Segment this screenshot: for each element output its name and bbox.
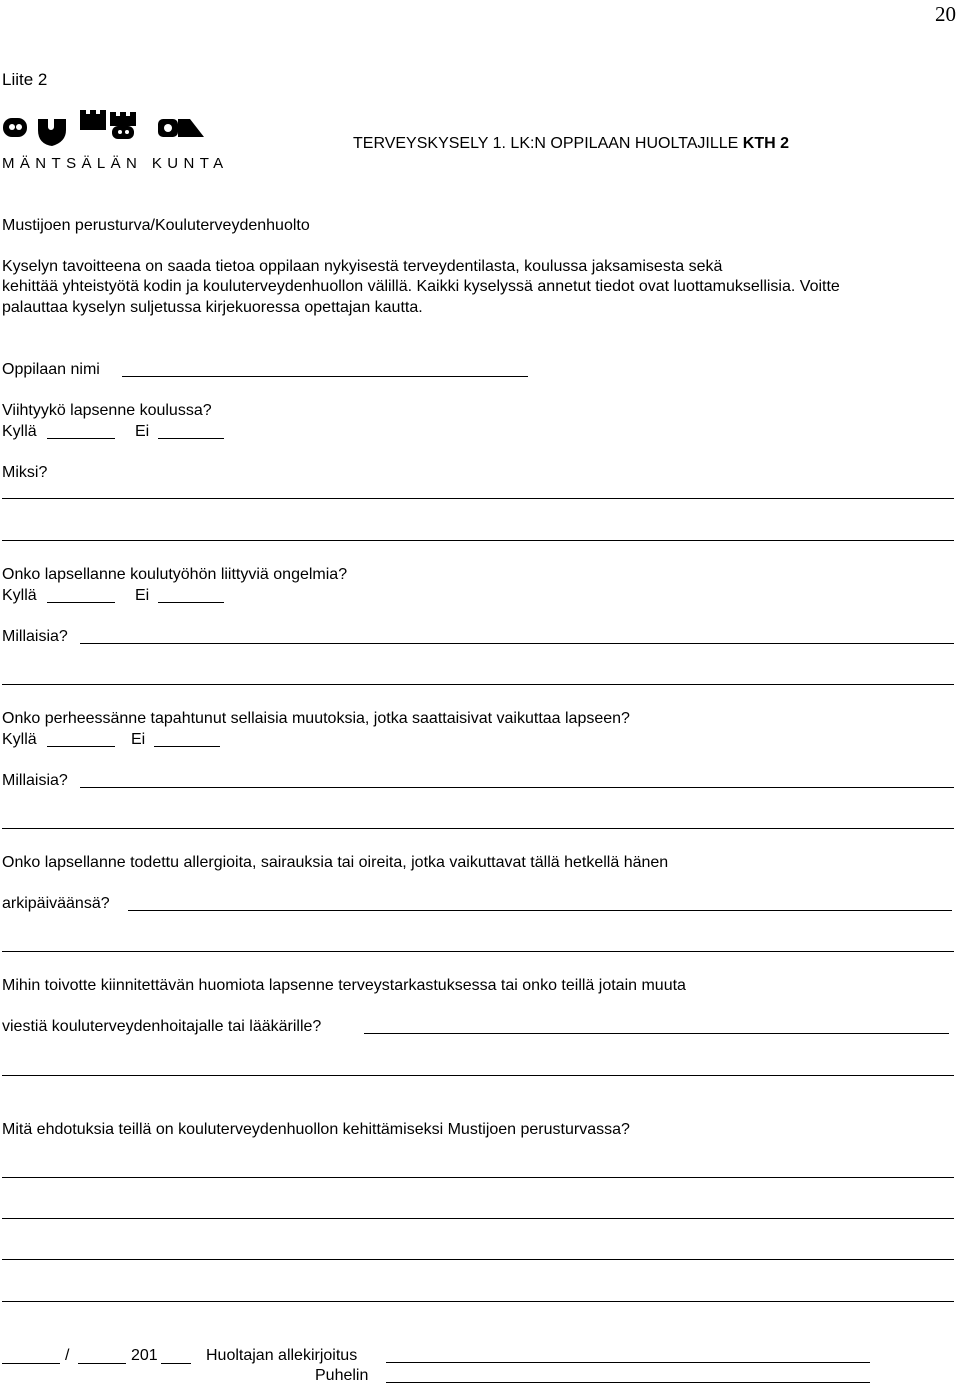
signature-field[interactable] [386, 1362, 870, 1363]
intro-line-2: kehittää yhteistyötä kodin ja kouluterveydenhuollon välillä. Kaikki kyselyssä annetut tiedot ovat luottamuksellisia. Voitte [2, 278, 840, 295]
q2-followup-label: Millaisia? [2, 628, 68, 645]
q3-no-label: Ei [131, 731, 146, 748]
q3-followup-label: Millaisia? [2, 772, 68, 789]
q1-followup-label: Miksi? [2, 464, 48, 481]
question-3: Onko perheessänne tapahtunut sellaisia muutoksia, jotka saattaisivat vaikuttaa lapseen? [2, 710, 630, 727]
student-name-label: Oppilaan nimi [2, 361, 100, 378]
phone-label: Puhelin [315, 1367, 369, 1384]
q4-answer-line-2[interactable] [2, 951, 954, 952]
org-name: MÄNTSÄLÄN KUNTA [2, 155, 229, 172]
q6-answer-line-1[interactable] [2, 1177, 954, 1178]
question-4-line-1: Onko lapsellanne todettu allergioita, sairauksia tai oireita, jotka vaikuttavat tällä hetkellä hänen [2, 854, 669, 871]
form-code: KTH 2 [742, 135, 790, 152]
q5-answer-line-2[interactable] [2, 1075, 954, 1076]
question-1: Viihtyykö lapsenne koulussa? [2, 402, 212, 419]
date-day-field[interactable] [2, 1363, 60, 1364]
question-5-line-2: viestiä kouluterveydenhoitajalle tai lääkärille? [2, 1018, 322, 1035]
q2-yes-field[interactable] [47, 602, 115, 603]
form-title [353, 134, 789, 153]
date-year-prefix: 201 [131, 1347, 158, 1364]
q6-answer-line-2[interactable] [2, 1218, 954, 1219]
intro-line-3: palauttaa kyselyn suljetussa kirjekuoressa opettajan kautta. [2, 299, 423, 316]
q4-answer-line-1[interactable] [128, 910, 952, 911]
q3-yes-field[interactable] [47, 746, 115, 747]
department: Mustijoen perusturva/Kouluterveydenhuolto [2, 217, 310, 234]
q2-answer-line-2[interactable] [2, 684, 954, 685]
phone-field[interactable] [386, 1382, 870, 1383]
question-6: Mitä ehdotuksia teillä on kouluterveydenhuollon kehittämiseksi Mustijoen perusturvassa? [2, 1121, 630, 1138]
appendix-label: Liite 2 [2, 70, 48, 89]
q3-yes-label: Kyllä [2, 731, 37, 748]
q3-no-field[interactable] [154, 746, 220, 747]
form-title-text: TERVEYSKYSELY 1. LK:N OPPILAAN HUOLTAJILLE [353, 135, 739, 152]
date-month-field[interactable] [78, 1363, 126, 1364]
date-year-field[interactable] [161, 1363, 191, 1364]
date-separator: / [65, 1347, 70, 1364]
q1-answer-line-1[interactable] [2, 498, 954, 499]
q5-answer-line-1[interactable] [364, 1033, 949, 1034]
q3-answer-line-1[interactable] [80, 787, 954, 788]
q1-yes-field[interactable] [47, 438, 115, 439]
student-name-field[interactable] [122, 376, 528, 377]
q2-no-label: Ei [135, 587, 150, 604]
q1-no-field[interactable] [158, 438, 224, 439]
q1-answer-line-2[interactable] [2, 540, 954, 541]
q1-no-label: Ei [135, 423, 150, 440]
intro-line-1: Kyselyn tavoitteena on saada tietoa oppilaan nykyisestä terveydentilasta, koulussa jaksamisesta sekä [2, 258, 723, 275]
q3-answer-line-2[interactable] [2, 828, 954, 829]
page-number: 20 [935, 2, 956, 26]
q2-no-field[interactable] [158, 602, 224, 603]
q6-answer-line-3[interactable] [2, 1259, 954, 1260]
q2-yes-label: Kyllä [2, 587, 37, 604]
q2-answer-line-1[interactable] [80, 643, 954, 644]
signature-label: Huoltajan allekirjoitus [206, 1347, 358, 1364]
q1-yes-label: Kyllä [2, 423, 37, 440]
q6-answer-line-4[interactable] [2, 1301, 954, 1302]
question-5-line-1: Mihin toivotte kiinnitettävän huomiota lapsenne terveystarkastuksessa tai onko teillä jotain muuta [2, 977, 686, 994]
question-2: Onko lapsellanne koulutyöhön liittyviä ongelmia? [2, 566, 348, 583]
question-4-line-2: arkipäiväänsä? [2, 895, 110, 912]
